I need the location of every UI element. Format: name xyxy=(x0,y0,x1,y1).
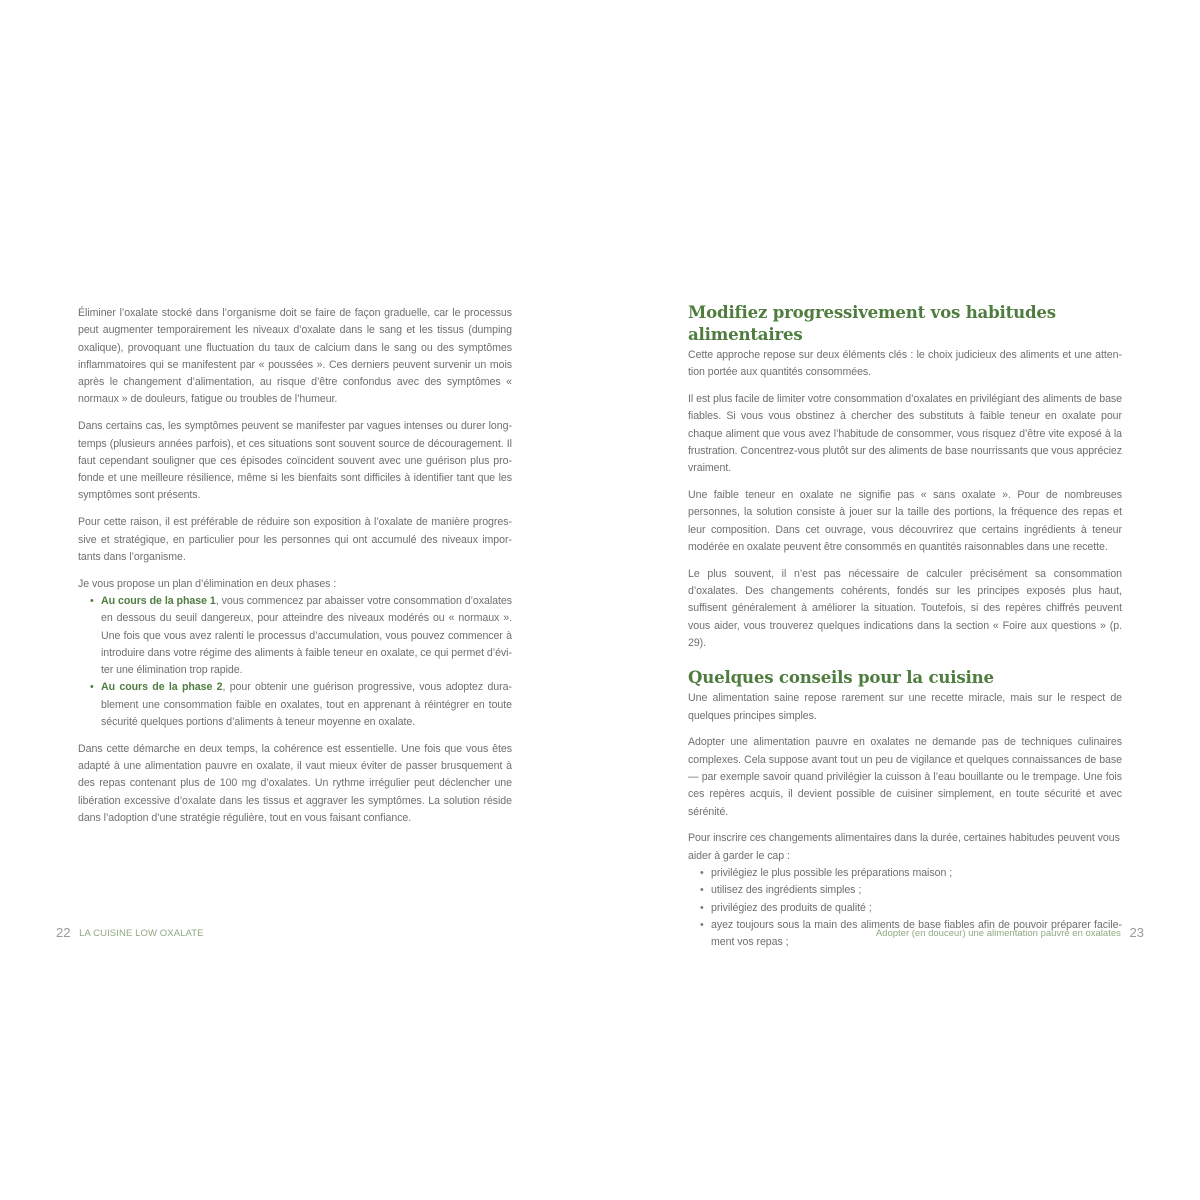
bullet-icon: • xyxy=(700,866,704,879)
phase-list xyxy=(78,593,512,731)
list-intro: Pour inscrire ces changements alimentaires dans la durée, certaines habitudes peuvent vous aider à garder le cap : xyxy=(688,832,1120,862)
paragraph: Une faible teneur en oxalate ne signifie pas « sans oxalate ». Pour de nombreuses personnes, la solution consiste à jouer sur la taille des portions, la fréquence des repas et leur composition. Dans cet ouvrage, vous découvrirez que certains ingrédients à teneur modérée en oxalate peuvent être consommés en quantités raisonnables dans une recette. xyxy=(688,489,1122,553)
left-footer xyxy=(56,925,204,940)
running-title: Adopter (en douceur) une alimentation pauvre en oxalates xyxy=(875,928,1121,939)
section-heading: Quelques conseils pour la cuisine xyxy=(688,667,994,688)
right-page xyxy=(600,0,1200,1200)
tip-text: ayez toujours sous la main des aliments de base fiables afin de pouvoir préparer facilement vos repas ; xyxy=(711,918,1122,949)
list-intro: Je vous propose un plan d’élimination en deux phases : xyxy=(78,577,337,590)
section-heading: Modifiez progressivement vos habitudes alimentaires xyxy=(688,302,1056,344)
page-number: 23 xyxy=(1129,925,1144,940)
list-item xyxy=(688,900,1122,917)
paragraph: Pour cette raison, il est préférable de réduire son exposition à l’oxalate de manière progressive et stratégique, en particulier pour les personnes qui ont accumulé des niveaux importants dans l’organisme. xyxy=(78,516,512,563)
paragraph: Dans cette démarche en deux temps, la cohérence est essentielle. Une fois que vous êtes adapté à une alimentation pauvre en oxalate, il vaut mieux éviter de passer brusquement à des repas contenant plus de 100 mg d’oxalates. Un rythme irrégulier peut déclencher une libération excessive d’oxalate dans les tissus et aggraver les symptômes. La solution réside dans l’adoption d’une stratégie régulière, tout en vous faisant confiance. xyxy=(78,742,512,825)
right-text-column xyxy=(688,301,1122,951)
bullet-icon: • xyxy=(90,681,94,694)
bullet-icon: • xyxy=(700,884,704,897)
paragraph: Dans certains cas, les symptômes peuvent se manifester par vagues intenses ou durer longtemps (plusieurs années parfois), et ces situations sont souvent source de découragement. Il faut cependant souligner que ces épisodes coïncident souvent avec une guérison plus profonde et une meilleure résilience, même si les bienfaits sont difficiles à identifier tant que les symptômes sont présents. xyxy=(78,420,512,502)
page-number: 22 xyxy=(56,925,71,940)
left-text-column xyxy=(78,305,512,837)
bullet-icon: • xyxy=(700,901,704,914)
phase-text: , pour obtenir une guérison progressive, vous adoptez durablement une consommation faible en oxalates, tout en apprenant à réintégrer en toute sécurité quelques portions d’aliments à teneur moyenne en oxalate. xyxy=(101,681,512,729)
paragraph: Il est plus facile de limiter votre consommation d’oxalates en privilégiant des aliments de base fiables. Si vous vous obstinez à chercher des substituts à faible teneur en oxalate pour chaque aliment que vous avez l’habitude de consommer, vous risquez d’être vite exposé à la frustration. Concentrez-vous plutôt sur des aliments de base nourrissants que vous appréciez vraiment. xyxy=(688,393,1122,475)
list-item-phase-1 xyxy=(78,593,512,679)
right-footer xyxy=(876,925,1144,940)
paragraph: Le plus souvent, il n’est pas nécessaire de calculer précisément sa consommation d’oxalates. Des changements cohérents, fondés sur les principes exposés plus haut, suffisent généralement à améliorer la situation. Toutefois, si des repères chiffrés peuvent vous aider, vous trouverez quelques indications dans la section « Foire aux questions » (p. 29). xyxy=(688,567,1122,649)
paragraph: Cette approche repose sur deux éléments clés : le choix judicieux des aliments et une attention portée aux quantités consommées. xyxy=(688,349,1122,379)
bullet-icon: • xyxy=(700,918,704,931)
paragraph: Adopter une alimentation pauvre en oxalates ne demande pas de techniques culinaires complexes. Cela suppose avant tout un peu de vigilance et quelques connaissances de base — par exemple savoir quand privilégier la cuisson à l’eau bouillante ou le trempage. Une fois ces repères acquis, il devient possible de cuisiner simplement, en toute sécurité et avec sérénité. xyxy=(688,736,1122,818)
bullet-icon: • xyxy=(90,594,94,607)
paragraph: Une alimentation saine repose rarement sur une recette miracle, mais sur le respect de quelques principes simples. xyxy=(688,692,1122,722)
paragraph: Éliminer l’oxalate stocké dans l’organisme doit se faire de façon graduelle, car le processus peut augmenter temporairement les niveaux d’oxalate dans le sang et les tissus (dumping oxalique), provoquant une fluctuation du taux de calcium dans le sang ou des symptômes inflammatoires qui se manifestent par « poussées ». Ces derniers peuvent survenir un mois après le changement d’alimentation, au risque d’être confondus avec des symptômes « normaux » de douleurs, fatigue ou troubles de l’humeur. xyxy=(78,307,512,406)
phase-label: Au cours de la phase 1 xyxy=(101,594,216,607)
tip-text: privilégiez le plus possible les préparations maison ; xyxy=(711,866,953,879)
phase-label: Au cours de la phase 2 xyxy=(101,681,223,694)
tip-text: utilisez des ingrédients simples ; xyxy=(711,884,862,897)
tip-text: privilégiez des produits de qualité ; xyxy=(711,901,872,914)
book-title: LA CUISINE LOW OXALATE xyxy=(79,928,204,939)
list-item xyxy=(688,882,1122,899)
list-item xyxy=(688,865,1122,882)
list-item-phase-2 xyxy=(78,679,512,731)
phase-text: , vous commencez par abaisser votre consommation d’oxalates en dessous du seuil dangereux, pour atteindre des niveaux modérés ou « normaux ». Une fois que vous avez ralenti le processus d’accumulation, vous pouvez commencer à introduire dans votre régime des aliments à faible teneur en oxalate, ce qui permet d’éviter une élimination trop rapide. xyxy=(101,594,512,677)
